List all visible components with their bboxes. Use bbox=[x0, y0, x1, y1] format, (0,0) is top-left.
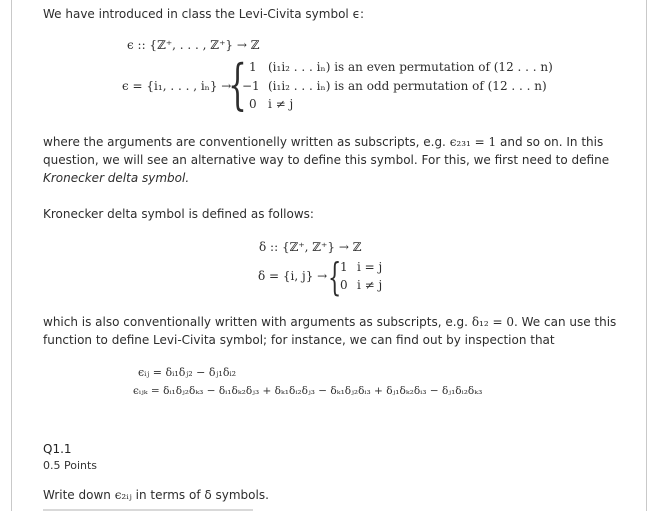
kronecker-case1-condition: i = j bbox=[357, 260, 383, 274]
kronecker-map-line: δ :: {ℤ⁺, ℤ⁺} → ℤ bbox=[259, 240, 362, 254]
levi-case2-condition: (i₁i₂ . . . iₙ) is an odd permutation of (12 . . . n) bbox=[268, 79, 547, 93]
question-points: 0.5 Points bbox=[43, 459, 98, 472]
left-border bbox=[11, 0, 12, 511]
levi-case1-condition: (i₁i₂ . . . iₙ) is an even permutation of (12 . . . n) bbox=[268, 60, 553, 74]
levi-map-line: ϵ :: {ℤ⁺, . . . , ℤ⁺} → ℤ bbox=[127, 38, 260, 52]
epsilon-example: ϵ₂₃₁ = 1 bbox=[449, 135, 497, 149]
equation-epsilon-ijk: ϵᵢⱼₖ = δᵢ₁δⱼ₂δₖ₃ − δᵢ₁δₖ₂δⱼ₃ + δₖ₁δᵢ₂δⱼ₃ − δₖ₁δⱼ₂δᵢ₃ + δⱼ₁δₖ₂δᵢ₃ − δⱼ₁δᵢ₂δₖ₃ bbox=[133, 385, 483, 397]
kronecker-intro: Kronecker delta symbol is defined as follows: bbox=[43, 207, 314, 221]
para2-line1 bbox=[43, 313, 617, 331]
kronecker-brace: { bbox=[328, 255, 342, 299]
delta-example: δ₁₂ = 0 bbox=[471, 315, 514, 329]
kronecker-case1-value: 1 bbox=[340, 260, 348, 274]
para2-line2: function to define Levi-Civita symbol; for instance, we can find out by inspection that bbox=[43, 333, 555, 347]
levi-brace: { bbox=[228, 53, 247, 116]
levi-case2-value: −1 bbox=[242, 79, 260, 93]
equation-epsilon-ij: ϵᵢⱼ = δᵢ₁δⱼ₂ − δⱼ₁δᵢ₂ bbox=[138, 366, 237, 379]
question-number: Q1.1 bbox=[43, 442, 72, 456]
kronecker-case2-condition: i ≠ j bbox=[357, 278, 383, 292]
question-prompt bbox=[43, 486, 603, 504]
para1-line3: Kronecker delta symbol. bbox=[43, 171, 190, 185]
para1-line1-text-b: and so on. In this bbox=[500, 135, 604, 149]
question-symbol: ϵ₂ᵢⱼ bbox=[114, 488, 132, 502]
para1-line1 bbox=[43, 133, 603, 151]
intro-text: We have introduced in class the Levi-Civita symbol ϵ: bbox=[43, 7, 364, 21]
para1-line2: question, we will see an alternative way to define this symbol. For this, we first need to define bbox=[43, 153, 610, 167]
kronecker-definition-lhs: δ = {i, j} → bbox=[258, 269, 328, 283]
levi-case1-value: 1 bbox=[249, 60, 257, 74]
question-prompt-text-a: Write down bbox=[43, 488, 111, 502]
right-border bbox=[646, 0, 647, 511]
kronecker-case2-value: 0 bbox=[340, 278, 348, 292]
question-prompt-text-b: in terms of δ symbols. bbox=[135, 488, 269, 502]
para2-line1-text-b: . We can use this bbox=[514, 315, 617, 329]
levi-definition-lhs: ϵ = {i₁, . . . , iₙ} → bbox=[122, 79, 232, 93]
levi-case3-value: 0 bbox=[249, 97, 257, 111]
levi-case3-condition: i ≠ j bbox=[268, 97, 294, 111]
para1-line1-text-a: where the arguments are conventionelly written as subscripts, e.g. bbox=[43, 135, 446, 149]
para2-line1-text-a: which is also conventionally written with arguments as subscripts, e.g. bbox=[43, 315, 468, 329]
